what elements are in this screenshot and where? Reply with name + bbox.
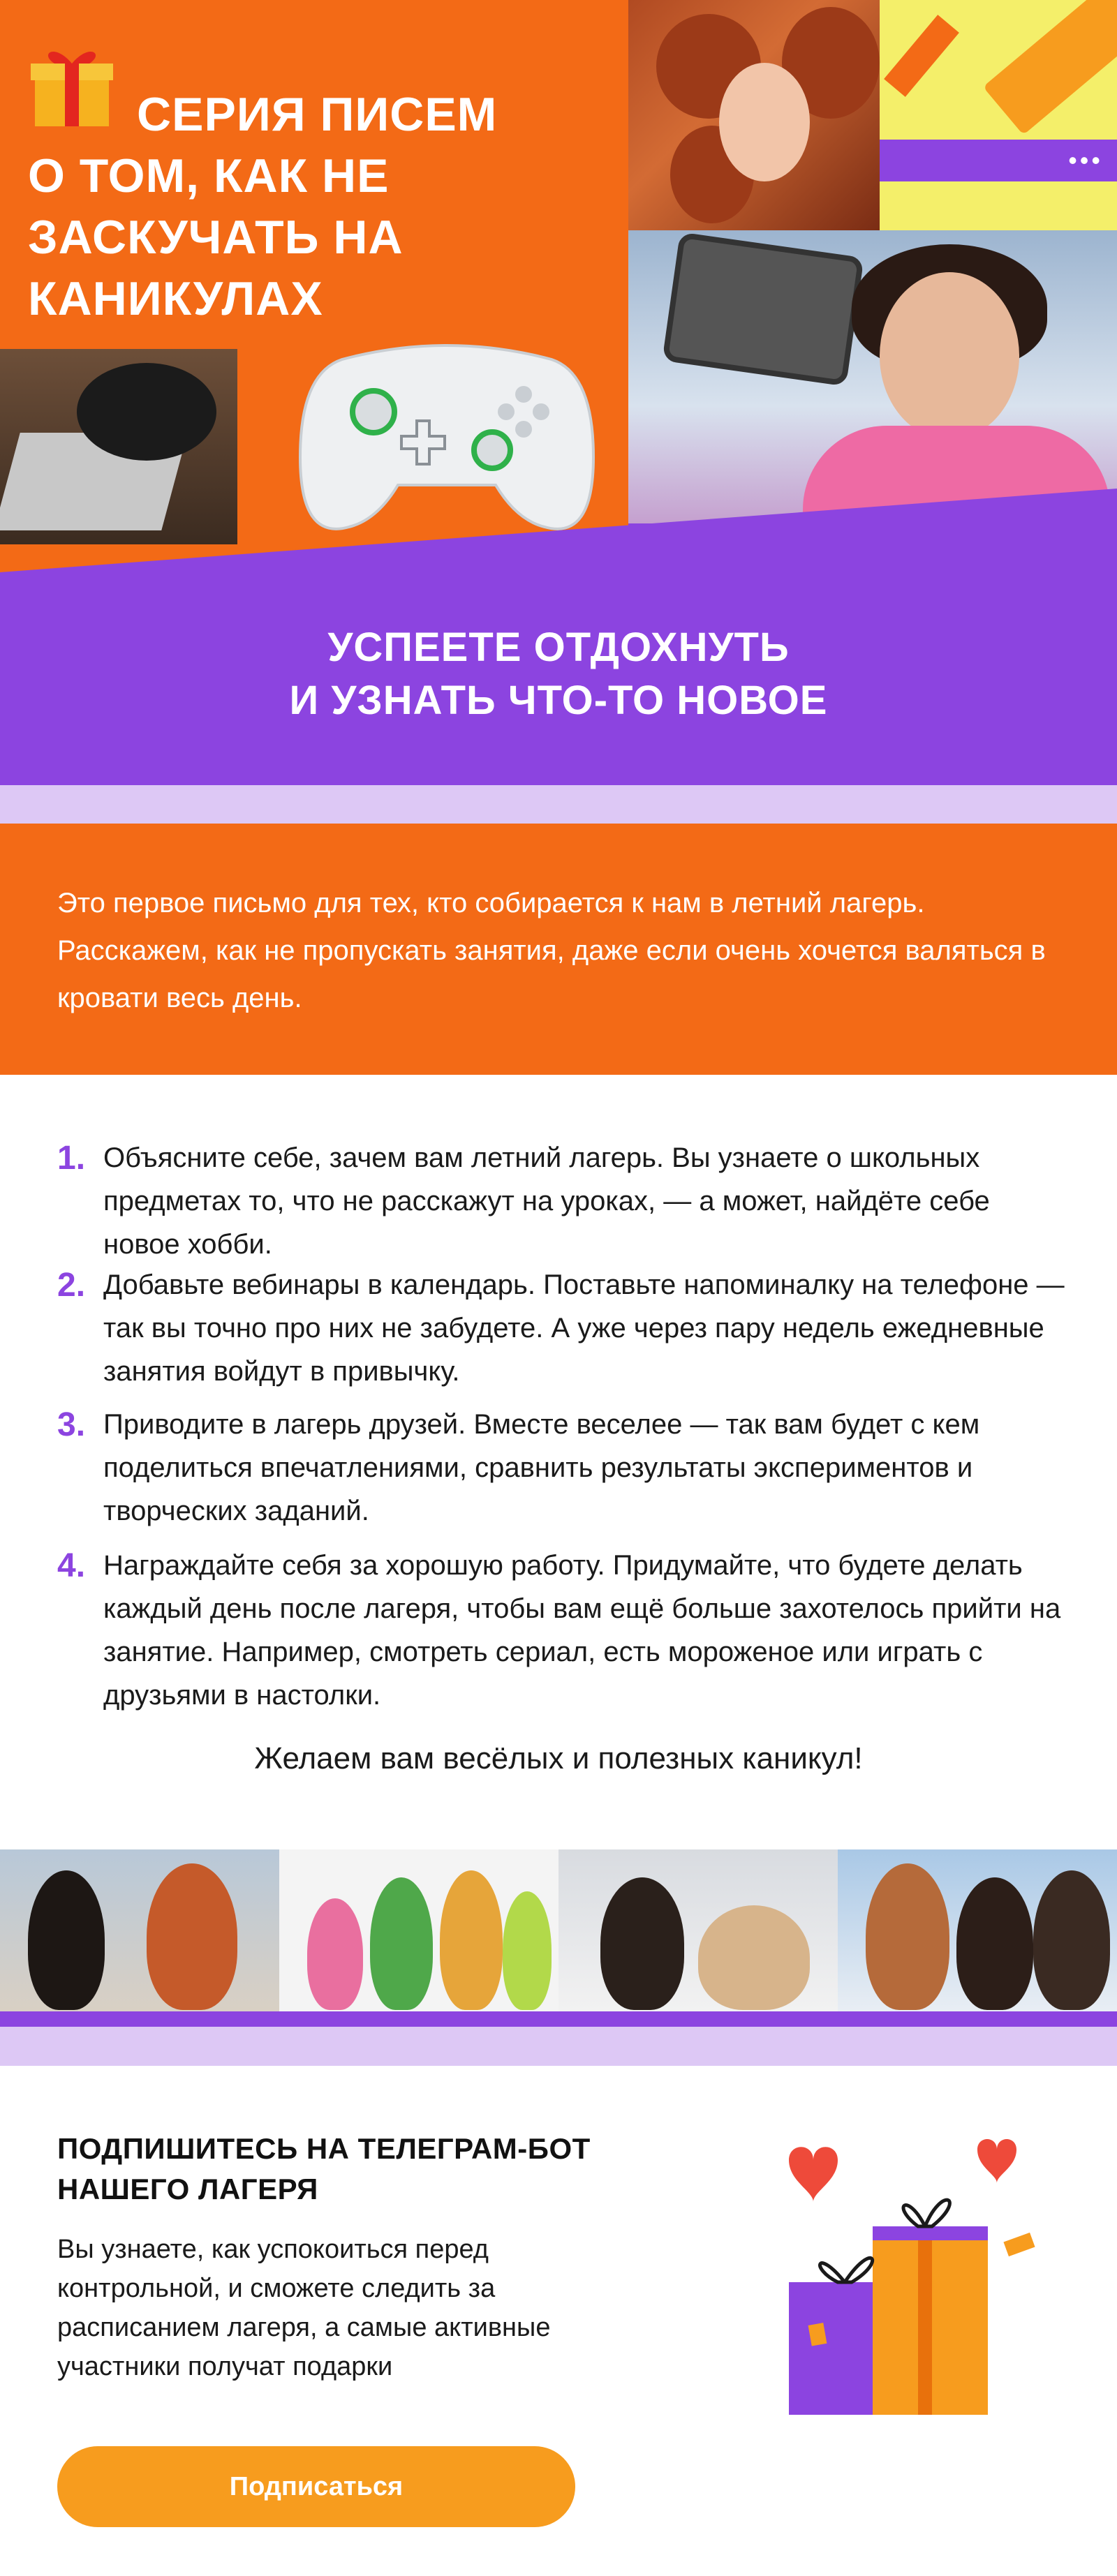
tip-number: 4. [57, 1547, 86, 1584]
hero-photo-cat-laptop [0, 349, 237, 544]
divider-stripe [0, 785, 1117, 824]
hero-title-line: КАНИКУЛАХ [28, 272, 323, 325]
telegram-text-line: контрольной, и сможете следить за [57, 2274, 496, 2303]
hero-title-line: ЗАСКУЧАТЬ НА [28, 211, 404, 264]
divider-stripe [0, 2027, 1117, 2066]
hero-title-line: СЕРИЯ ПИСЕМ [137, 88, 498, 141]
telegram-title-line: НАШЕГО ЛАГЕРЯ [57, 2173, 318, 2205]
strip-photo-friends-hug [838, 1849, 1117, 2011]
strip-photo-girls-laptop [0, 1849, 279, 2011]
strip-photo-group [279, 1849, 558, 2011]
hero-photo-curly-girl [628, 0, 880, 230]
tip-number: 3. [57, 1406, 86, 1443]
hero-subtitle-line: И УЗНАТЬ ЧТО-ТО НОВОЕ [289, 678, 828, 723]
tip-number: 2. [57, 1267, 86, 1304]
strip-photo-studying [558, 1849, 838, 2011]
telegram-description [57, 2230, 686, 2386]
tip-number: 1. [57, 1140, 86, 1177]
telegram-title-line: ПОДПИШИТЕСЬ НА ТЕЛЕГРАМ-БОТ [57, 2132, 591, 2165]
photo-strip [0, 1849, 1117, 2011]
hero-photo-selfie-girl [628, 230, 1117, 523]
closing-wish: Желаем вам весёлых и полезных каникул! [254, 1741, 863, 1775]
hero-banner [0, 0, 1117, 810]
subscribe-button[interactable]: Подписаться [57, 2446, 575, 2527]
hero-subtitle [0, 621, 1117, 727]
gamepad-icon [293, 318, 600, 548]
tip-text: Добавьте вебинары в календарь. Поставьте напоминалку на телефоне — так вы точно про них не забудете. А уже через пару недель ежедневные занятия войдут в привычку. [103, 1270, 1065, 1387]
tip-text: Награждайте себя за хорошую работу. Придумайте, что будете делать каждый день после лагеря, чтобы вам ещё больше захотелось прийти на занятие. Например, смотреть сериал, есть мороженое или играть с друзьями в настолки. [103, 1550, 1061, 1711]
hero-subtitle-line: УСПЕЕТЕ ОТДОХНУТЬ [327, 625, 790, 670]
hero-title [28, 84, 628, 329]
divider-stripe [0, 2011, 1117, 2027]
intro-block [0, 824, 1117, 1075]
gifts-with-hearts-icon [768, 2129, 1061, 2422]
hero-school-supplies [880, 0, 1117, 230]
telegram-text-line: участники получат подарки [57, 2352, 393, 2381]
more-dots-icon: ••• [1068, 146, 1103, 174]
hero-title-line: О ТОМ, КАК НЕ [28, 149, 390, 202]
telegram-text-line: расписанием лагеря, а самые активные [57, 2313, 551, 2342]
tip-text: Приводите в лагерь друзей. Вместе веселее — так вам будет с кем поделиться впечатлениями, сравнить результаты экспериментов и творческих заданий. [103, 1409, 980, 1526]
tip-text: Объясните себе, зачем вам летний лагерь. Вы узнаете о школьных предметах то, что не расскажут на уроках, — а может, найдёте себе новое хобби. [103, 1142, 990, 1260]
intro-text: Это первое письмо для тех, кто собирается к нам в летний лагерь. Расскажем, как не пропускать занятия, даже если очень хочется валяться в кровати весь день. [57, 888, 1046, 1013]
telegram-title [57, 2129, 686, 2210]
telegram-text-line: Вы узнаете, как успокоиться перед [57, 2235, 489, 2264]
